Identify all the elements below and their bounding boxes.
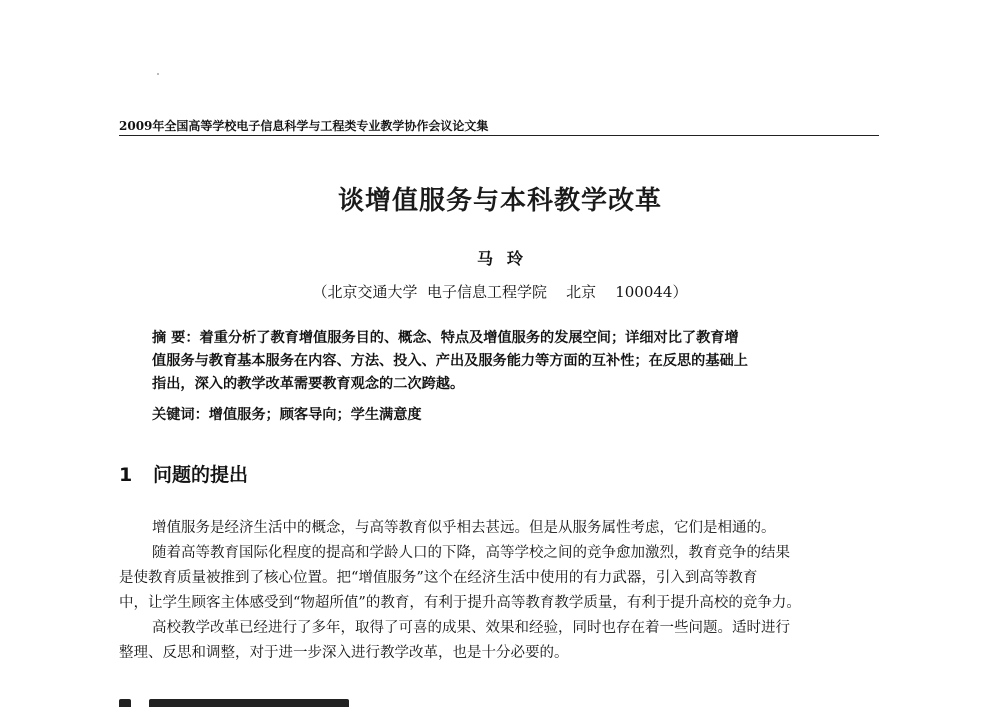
body-line-4: 中，让学生顾客主体感受到“物超所值”的教育，有利于提升高等教育教学质量，有利于提升高校的竞争力。 bbox=[119, 595, 801, 611]
header-rule bbox=[119, 135, 879, 136]
author-name: 马玲 bbox=[476, 249, 537, 268]
section-title: 问题的提出 bbox=[153, 464, 249, 486]
body-line-5: 高校教学改革已经进行了多年，取得了可喜的成果、效果和经验，同时也存在着一些问题。适时进行 bbox=[152, 620, 790, 636]
abstract-line-2: 值服务与教育基本服务在内容、方法、投入、产出及服务能力等方面的互补性；在反思的基础上 bbox=[152, 353, 748, 369]
keywords-text: 增值服务；顾客导向；学生满意度 bbox=[208, 407, 422, 423]
scan-speck bbox=[157, 73, 159, 75]
body-line-6: 整理、反思和调整，对于进一步深入进行教学改革，也是十分必要的。 bbox=[119, 645, 569, 661]
keywords-label: 关键词： bbox=[152, 407, 209, 423]
keywords-block bbox=[152, 404, 422, 424]
author-affiliation: （北京交通大学 电子信息工程学院 北京 100044） bbox=[312, 283, 688, 301]
body-line-3: 是使教育质量被推到了核心位置。把“增值服务”这个在经济生活中使用的有力武器，引入到高等教育 bbox=[119, 570, 758, 586]
abstract-line-1 bbox=[152, 327, 852, 350]
body-line-1: 增值服务是经济生活中的概念，与高等教育似乎相去甚远。但是从服务属性考虑，它们是相通的。 bbox=[152, 520, 776, 536]
abstract-line-3: 指出，深入的教学改革需要教育观念的二次跨越。 bbox=[152, 376, 465, 392]
section-body bbox=[119, 516, 879, 666]
cropped-glyph bbox=[149, 699, 349, 707]
abstract-label: 摘 要： bbox=[152, 330, 200, 346]
paper-title: 谈增值服务与本科教学改革 bbox=[337, 186, 662, 216]
section-heading bbox=[119, 460, 248, 487]
running-header: 2009年全国高等学校电子信息科学与工程类专业教学协作会议论文集 bbox=[119, 119, 489, 133]
cropped-glyph bbox=[119, 699, 131, 707]
body-line-2: 随着高等教育国际化程度的提高和学龄人口的下降，高等学校之间的竞争愈加激烈，教育竞争的结果 bbox=[152, 545, 790, 561]
section-number: 1 bbox=[119, 464, 133, 486]
abstract-text-1: 着重分析了教育增值服务目的、概念、特点及增值服务的发展空间；详细对比了教育增 bbox=[199, 330, 739, 346]
abstract-block bbox=[152, 327, 852, 396]
cropped-next-heading bbox=[119, 693, 419, 707]
